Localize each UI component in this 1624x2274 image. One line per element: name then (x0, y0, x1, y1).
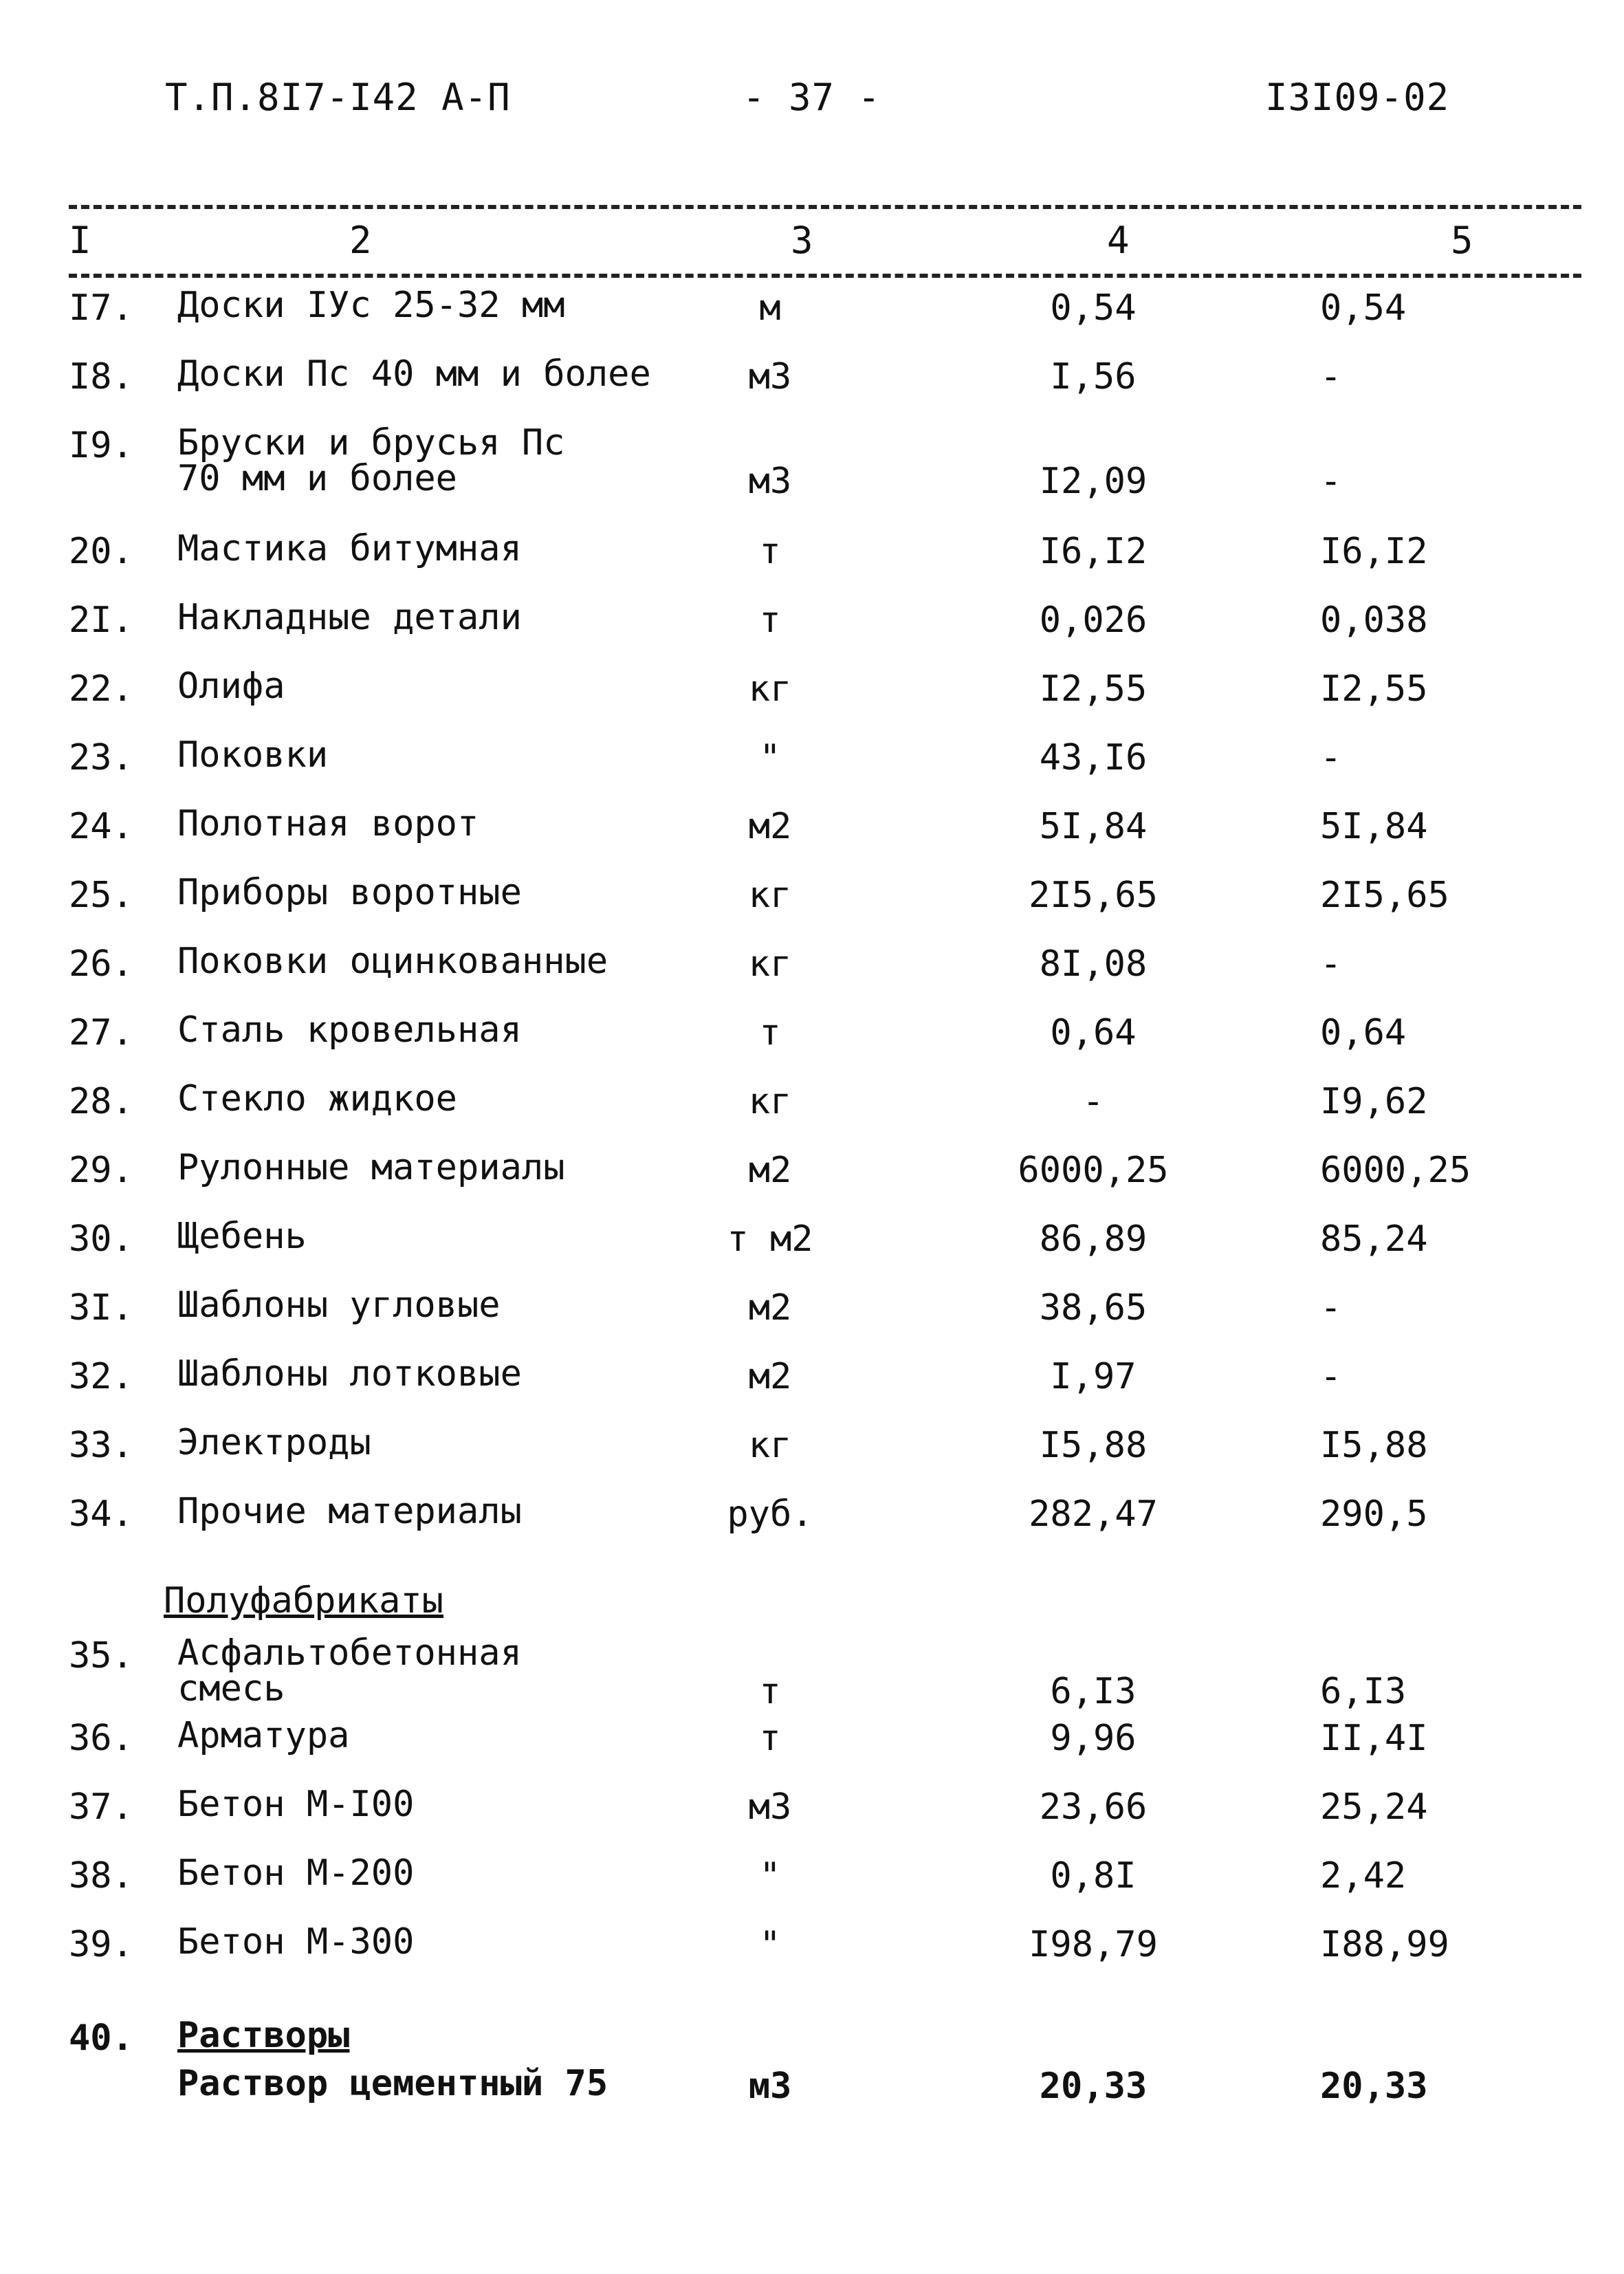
row-col4: - (1082, 1081, 1104, 1122)
row-unit: т (759, 1718, 781, 1759)
row-unit: м2 (748, 1287, 792, 1329)
row-name: Доски Пс 40 мм и более (177, 353, 651, 395)
row-unit: кг (748, 1081, 792, 1122)
row-unit: м2 (748, 1356, 792, 1397)
row-col4: 86,89 (1039, 1218, 1148, 1260)
row-col4: 5I,84 (1039, 806, 1148, 847)
row-name: Поковки (177, 734, 329, 776)
row-unit: м (759, 287, 781, 329)
row-number: 3I. (69, 1287, 133, 1329)
row-name: Шаблоны угловые (177, 1284, 501, 1326)
row-col4: I,97 (1050, 1356, 1137, 1397)
row-name: Сталь кровельная (177, 1009, 522, 1051)
row-name: Олифа (177, 666, 285, 707)
row-col4: I2,09 (1039, 461, 1148, 502)
table-top-rule (69, 205, 1581, 209)
row-name: Щебень (177, 1216, 307, 1257)
col-header-5: 5 (1451, 219, 1473, 262)
row-col5: 6,I3 (1320, 1671, 1407, 1712)
row-col5: 5I,84 (1320, 806, 1428, 847)
row-col4: 2I5,65 (1029, 875, 1158, 916)
row-col4: 282,47 (1029, 1494, 1158, 1535)
row-unit: т (759, 600, 781, 641)
row-number: I8. (69, 356, 133, 397)
col-header-1: I (69, 219, 91, 262)
row-unit: м2 (748, 1150, 792, 1191)
row-name: Шаблоны лотковые (177, 1353, 522, 1395)
row-unit: " (759, 1855, 781, 1896)
row-number: 40. (69, 2018, 133, 2059)
row-col5: I5,88 (1320, 1425, 1428, 1466)
row-unit: м3 (748, 1786, 792, 1828)
row-name: Бруски и брусья Пс 70 мм и более (177, 422, 565, 499)
row-col5: - (1320, 461, 1342, 502)
row-number: 38. (69, 1855, 133, 1896)
row-name: Раствор цементный 75 (177, 2063, 608, 2104)
row-col4: 43,I6 (1039, 737, 1148, 778)
doc-number: I3I09-02 (1265, 76, 1450, 119)
row-col4: I98,79 (1029, 1924, 1158, 1965)
row-unit: " (759, 1924, 781, 1965)
row-number: 36. (69, 1718, 133, 1759)
row-col4: 23,66 (1039, 1786, 1148, 1828)
row-name: Мастика битумная (177, 528, 522, 569)
row-name: Приборы воротные (177, 872, 522, 913)
row-number: 2I. (69, 600, 133, 641)
row-unit: " (759, 737, 781, 778)
row-col4: 9,96 (1050, 1718, 1137, 1759)
row-unit: т (759, 1012, 781, 1053)
row-name: Бетон М-300 (177, 1921, 415, 1963)
row-number: 34. (69, 1494, 133, 1535)
row-number: 26. (69, 943, 133, 985)
row-col4: 6,I3 (1050, 1671, 1137, 1712)
row-name: Доски IУс 25-32 мм (177, 285, 565, 326)
row-col5: - (1320, 737, 1342, 778)
row-col4: I,56 (1050, 356, 1137, 397)
row-col5: 0,038 (1320, 600, 1428, 641)
row-name: Бетон М-I00 (177, 1784, 415, 1825)
row-col5: 0,64 (1320, 1012, 1407, 1053)
row-col5: - (1320, 1287, 1342, 1329)
row-unit: кг (748, 1425, 792, 1466)
row-number: 29. (69, 1150, 133, 1191)
row-number: 39. (69, 1924, 133, 1965)
row-name: Рулонные материалы (177, 1147, 565, 1188)
table-header-rule (69, 274, 1581, 278)
col-header-3: 3 (791, 219, 813, 262)
row-number: 33. (69, 1425, 133, 1466)
row-col4: 38,65 (1039, 1287, 1148, 1329)
row-col5: I88,99 (1320, 1924, 1449, 1965)
row-number: I7. (69, 287, 133, 329)
row-number: 23. (69, 737, 133, 778)
row-unit: кг (748, 875, 792, 916)
row-number: 32. (69, 1356, 133, 1397)
row-unit: руб. (727, 1494, 813, 1535)
row-name: Бетон М-200 (177, 1852, 415, 1894)
row-col5: I6,I2 (1320, 531, 1428, 572)
row-name: Электроды (177, 1422, 371, 1463)
col-header-4: 4 (1107, 219, 1130, 262)
row-name: Арматура (177, 1715, 350, 1756)
col-header-2: 2 (349, 219, 372, 262)
row-unit: м3 (748, 356, 792, 397)
row-col4: I2,55 (1039, 668, 1148, 710)
row-number: 30. (69, 1218, 133, 1260)
row-col5: 2,42 (1320, 1855, 1407, 1896)
row-number: 28. (69, 1081, 133, 1122)
row-col5: 2I5,65 (1320, 875, 1449, 916)
row-number: I9. (69, 425, 133, 466)
row-col4: 0,8I (1050, 1855, 1137, 1896)
row-unit: м2 (748, 806, 792, 847)
row-name: Поковки оцинкованные (177, 941, 608, 982)
row-col5: 20,33 (1320, 2066, 1428, 2107)
row-col4: 20,33 (1039, 2066, 1148, 2107)
row-col5: II,4I (1320, 1718, 1428, 1759)
row-unit: м3 (748, 2066, 792, 2107)
row-col4: 8I,08 (1039, 943, 1148, 985)
doc-code: Т.П.8I7-I42 А-П (165, 76, 511, 119)
page-number: - 37 - (743, 76, 881, 119)
row-col5: - (1320, 943, 1342, 985)
row-name: Накладные детали (177, 597, 522, 638)
row-col5: 25,24 (1320, 1786, 1428, 1828)
row-col4: 6000,25 (1018, 1150, 1169, 1191)
row-col5: I2,55 (1320, 668, 1428, 710)
row-col5: 290,5 (1320, 1494, 1428, 1535)
row-number: 27. (69, 1012, 133, 1053)
row-unit: т (759, 1671, 781, 1712)
row-col4: 0,026 (1039, 600, 1148, 641)
row-name: Стекло жидкое (177, 1078, 457, 1119)
row-unit: кг (748, 943, 792, 985)
row-col4: I5,88 (1039, 1425, 1148, 1466)
row-unit: т (759, 531, 781, 572)
row-number: 35. (69, 1635, 133, 1676)
row-col4: I6,I2 (1039, 531, 1148, 572)
row-unit: кг (748, 668, 792, 710)
row-unit: м3 (748, 461, 792, 502)
row-number: 24. (69, 806, 133, 847)
row-number: 25. (69, 875, 133, 916)
row-name: Полотная ворот (177, 803, 479, 844)
row-col5: 6000,25 (1320, 1150, 1471, 1191)
row-col4: 0,64 (1050, 1012, 1137, 1053)
row-number: 37. (69, 1786, 133, 1828)
section-title: Полуфабрикаты (164, 1580, 443, 1621)
row-name: Прочие материалы (177, 1491, 522, 1532)
row-col5: 0,54 (1320, 287, 1407, 329)
row-number: 20. (69, 531, 133, 572)
row-col5: - (1320, 356, 1342, 397)
row-col5: I9,62 (1320, 1081, 1428, 1122)
row-unit: т м2 (727, 1218, 813, 1260)
row-name: Асфальтобетонная смесь (177, 1632, 522, 1709)
row-col5: - (1320, 1356, 1342, 1397)
row-number: 22. (69, 668, 133, 710)
row-col4: 0,54 (1050, 287, 1137, 329)
row-section-title: Растворы (177, 2015, 350, 2056)
row-col5: 85,24 (1320, 1218, 1428, 1260)
